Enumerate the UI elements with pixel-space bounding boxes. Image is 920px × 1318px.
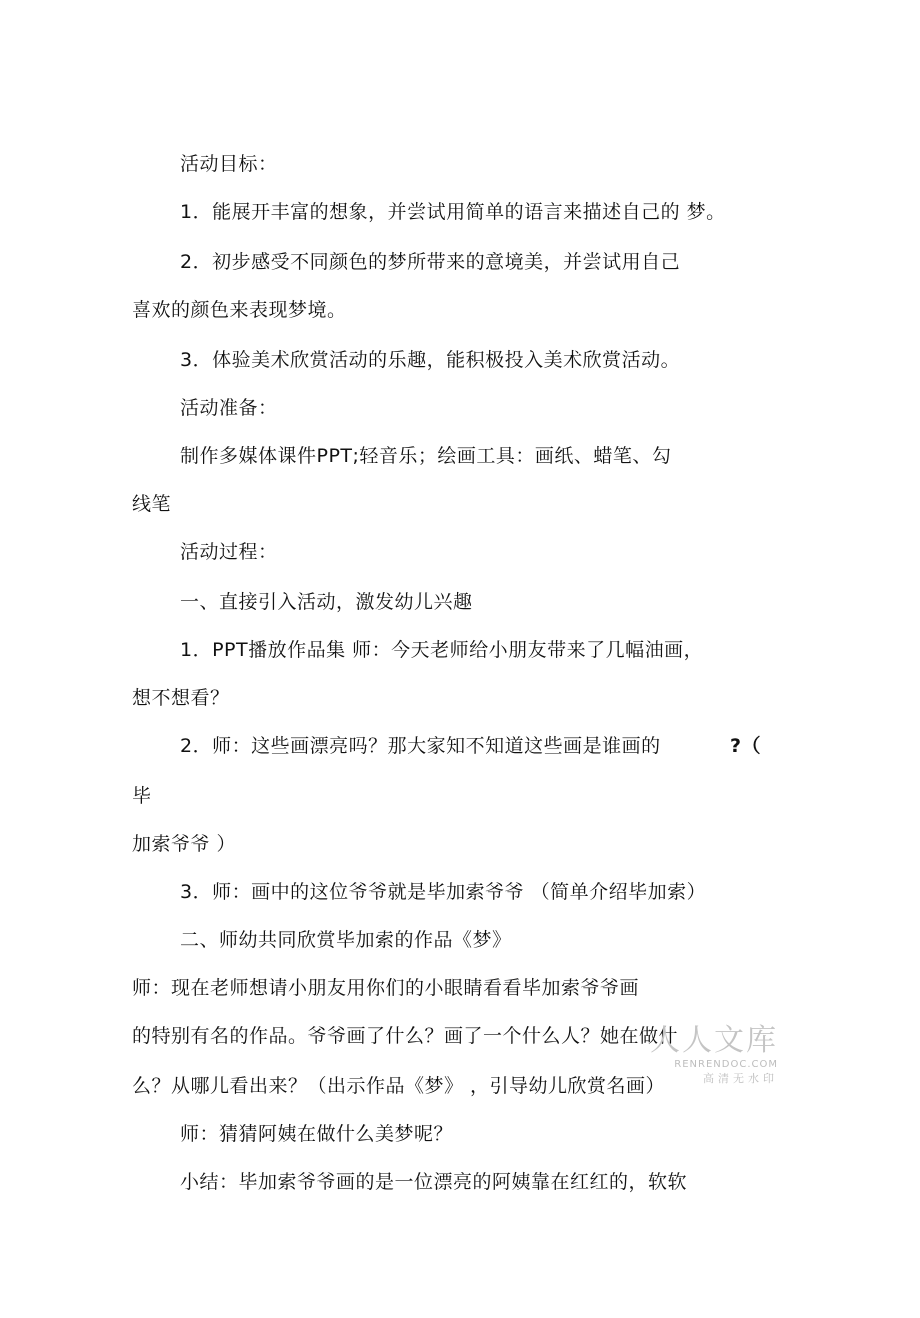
process-step-2: 2．师：这些画漂亮吗？那大家知不知道这些画是谁画的 [180,735,661,757]
goal-item-3: 3．体验美术欣赏活动的乐趣，能积极投入美术欣赏活动。 [180,349,681,371]
watermark [648,1024,778,1086]
watermark-tagline: 高清无水印 [703,1072,778,1085]
process-step-2-trailing: ?（ [730,735,762,757]
goal-item-2: 2．初步感受不同颜色的梦所带来的意境美，并尝试用自己 [180,251,681,273]
goal-item-2-continued: 喜欢的颜色来表现梦境。 [132,299,347,321]
goal-item-1: 1．能展开丰富的想象，并尝试用简单的语言来描述自己的 梦。 [180,201,726,223]
process-step-1-continued: 想不想看？ [132,687,230,709]
process-step-1: 1．PPT播放作品集 师：今天老师给小朋友带来了几幅油画， [180,639,704,661]
preparation-text: 制作多媒体课件PPT;轻音乐；绘画工具：画纸、蜡笔、勾 [180,445,672,467]
heading-activity-goals: 活动目标： [180,153,278,175]
teacher-prompt-line-2: 的特别有名的作品。爷爷画了什么？画了一个什么人？她在做什 [132,1025,679,1047]
heading-activity-process: 活动过程： [180,541,278,563]
preparation-text-continued: 线笔 [132,493,172,515]
heading-activity-preparation: 活动准备： [180,397,278,419]
process-step-3: 3．师：画中的这位爷爷就是毕加索爷爷 （简单介绍毕加索） [180,881,707,903]
teacher-prompt-line-3: 么？从哪儿看出来？（出示作品《梦》 ，引导幼儿欣赏名画） [132,1075,666,1097]
summary-text: 小结：毕加索爷爷画的是一位漂亮的阿姨靠在红红的，软软 [180,1171,688,1193]
teacher-prompt-line-1: 师：现在老师想请小朋友用你们的小眼睛看看毕加索爷爷画 [132,977,640,999]
process-step-2-continued-a: 毕 [132,785,152,807]
section-one-title: 一、直接引入活动，激发幼儿兴趣 [180,591,473,613]
watermark-title: 人人文库 [650,1023,778,1058]
process-step-2-continued-b: 加索爷爷 ） [132,833,237,855]
teacher-question: 师：猜猜阿姨在做什么美梦呢？ [180,1123,454,1145]
section-two-title: 二、师幼共同欣赏毕加索的作品《梦》 [180,929,512,951]
watermark-domain: RENRENDOC.COM [674,1059,778,1070]
